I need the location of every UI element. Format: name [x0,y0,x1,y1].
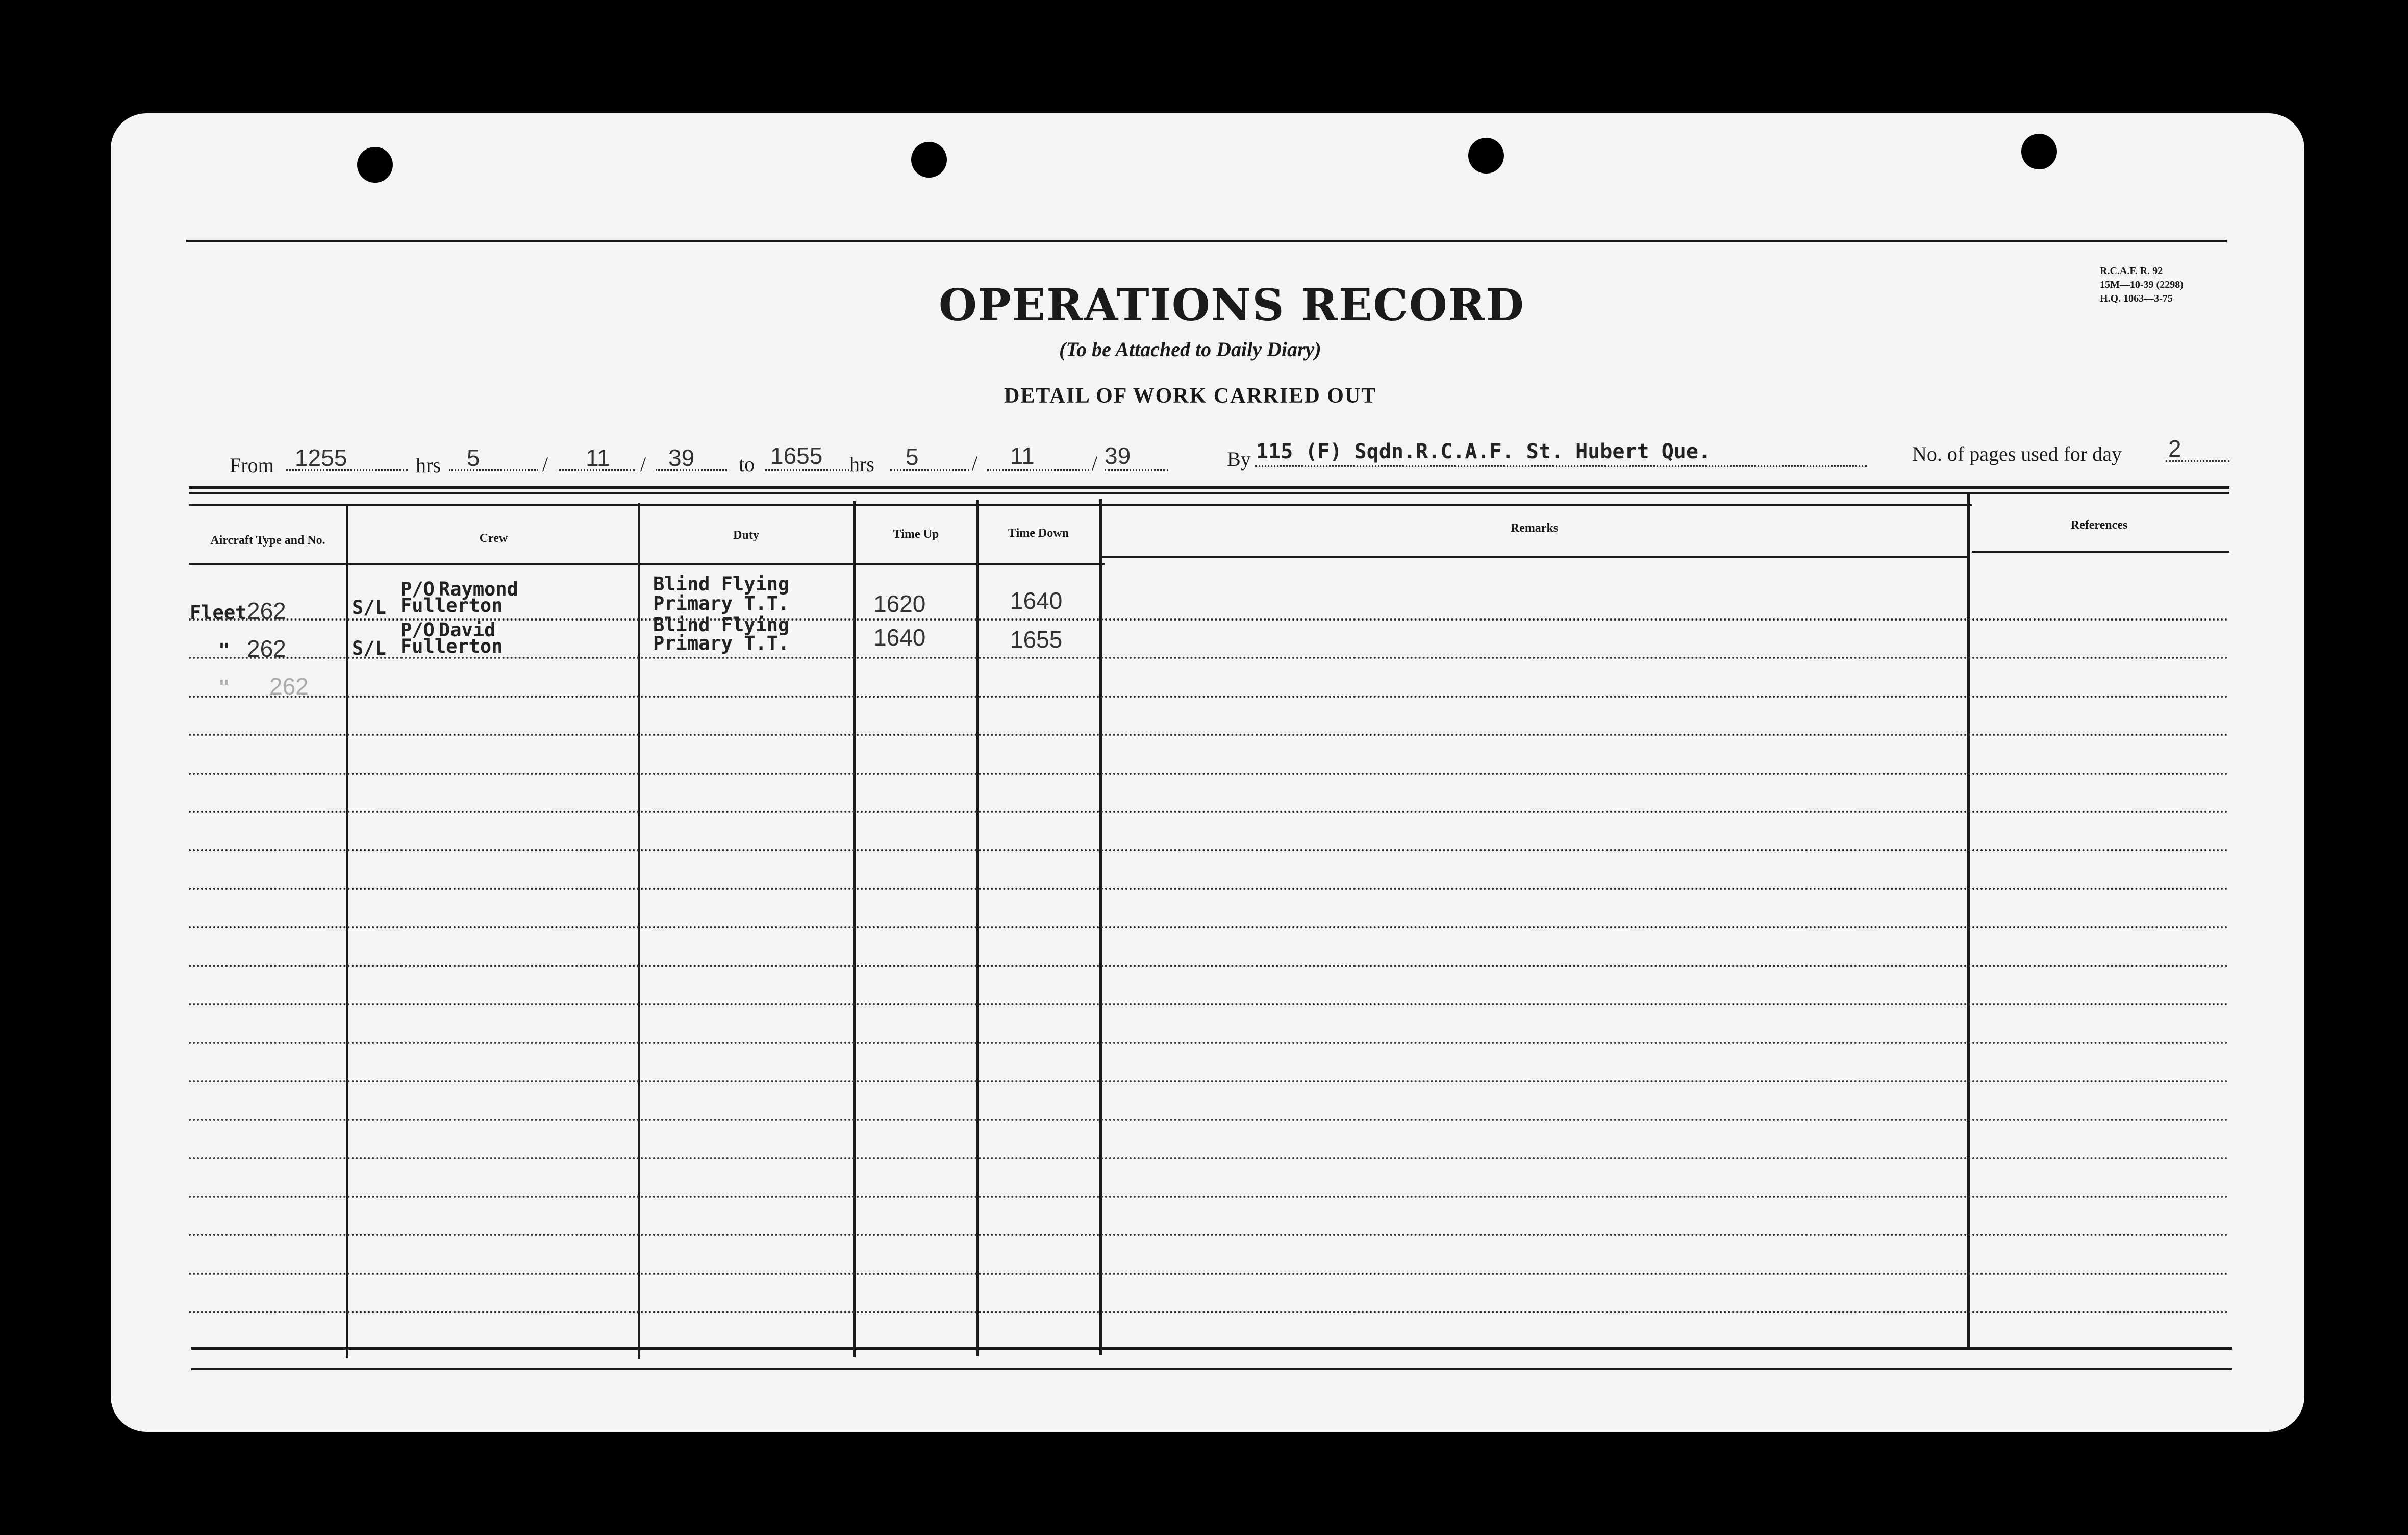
crew-rank: P/O [400,619,435,641]
date-slash: / [972,452,978,475]
col-divider [1967,492,1970,1347]
table-top-rule [189,486,2229,489]
hrs-label: hrs [416,454,441,477]
to-label: to [739,453,755,476]
crew-rank: S/L [352,637,386,659]
col-header-remarks: Remarks [1510,522,1559,535]
ruled-line [189,926,2229,928]
aircraft-number: 262 [269,673,309,700]
form-subtitle: (To be Attached to Daily Diary) [1059,338,1321,361]
top-rule [186,240,2227,242]
punch-hole [2021,134,2057,169]
header-underline-refs [1972,551,2229,553]
table-bottom-rule-2 [191,1368,2232,1370]
table-top-rule-3 [189,504,1972,506]
crew-name: David [439,619,496,641]
punch-hole [357,147,393,183]
form-title: OPERATIONS RECORD [939,280,1525,331]
form-print-code: 15M—10-39 (2298) [2100,279,2184,290]
date-slash: / [640,453,646,476]
dotted-fill [286,469,408,471]
form-detail-heading: DETAIL OF WORK CARRIED OUT [1004,384,1377,408]
ruled-line [189,734,2229,736]
header-underline-left [189,563,1105,565]
ruled-line [189,965,2229,967]
ruled-line [189,1080,2229,1082]
time-up: 1620 [873,590,926,617]
crew-rank: P/O [400,578,435,600]
ruled-line [189,1311,2229,1313]
pages-value: 2 [2168,435,2181,462]
crew-rank: S/L [352,597,386,618]
dotted-fill [656,469,727,471]
form-number: R.C.A.F. R. 92 [2100,265,2163,277]
dotted-fill [1105,469,1168,471]
ruled-line [189,888,2229,890]
table-bottom-rule [191,1347,2232,1350]
from-day: 5 [467,444,480,471]
from-month: 11 [586,444,610,471]
ruled-line [189,773,2229,775]
time-down: 1640 [1010,587,1063,614]
col-header-aircraft: Aircraft Type and No. [210,534,325,547]
to-time: 1655 [770,442,823,469]
ruled-line [189,1157,2229,1159]
ruled-line [189,1042,2229,1044]
ruled-line [189,1273,2229,1275]
from-label: From [230,454,274,477]
duty: Primary T.T. [653,592,790,614]
form-hq-code: H.Q. 1063—3-75 [2100,293,2173,304]
table-top-rule-2 [189,492,2229,494]
hrs-label: hrs [849,453,874,476]
ruled-line [189,1119,2229,1121]
col-divider [346,505,348,1358]
date-slash: / [542,453,548,476]
ruled-line [189,811,2229,813]
dotted-fill [987,469,1089,471]
from-time: 1255 [295,444,347,471]
by-label: By [1227,448,1251,471]
aircraft-type: " [218,676,230,698]
ruled-line [189,696,2229,698]
col-divider [853,501,856,1357]
duty: Primary T.T. [653,632,790,654]
aircraft-number: 262 [247,635,286,662]
header-underline-remarks [1102,556,1969,558]
col-divider [638,503,640,1359]
col-header-references: References [2070,518,2128,532]
col-header-time-down: Time Down [1008,527,1069,540]
pages-label: No. of pages used for day [1912,442,2122,465]
aircraft-type: Fleet [190,602,247,624]
punch-hole [911,142,947,178]
time-down: 1655 [1010,626,1063,653]
ruled-line [189,1234,2229,1236]
to-day: 5 [906,443,919,470]
crew-name: Raymond [439,578,518,600]
duty: Blind Flying [653,614,790,636]
to-year: 39 [1105,442,1131,469]
ruled-line [189,1003,2229,1005]
aircraft-number: 262 [247,598,286,624]
crew-name: Fullerton [400,595,503,616]
ruled-line [189,849,2229,851]
squadron-value: 115 (F) Sqdn.R.C.A.F. St. Hubert Que. [1256,440,1711,463]
col-header-time-up: Time Up [893,528,939,541]
time-up: 1640 [873,624,926,651]
to-month: 11 [1010,442,1035,469]
aircraft-type: " [218,639,230,661]
date-slash: / [1092,452,1098,475]
form-number-block [2100,264,2184,306]
dotted-fill [559,469,635,471]
col-header-crew: Crew [479,532,508,545]
dotted-fill [1255,465,1867,467]
punch-hole [1468,138,1504,174]
col-divider [976,500,979,1356]
dotted-fill [449,469,538,471]
dotted-fill [890,469,969,471]
dotted-fill [765,469,849,471]
ruled-line [189,1196,2229,1198]
crew-name: Fullerton [400,635,503,657]
from-year: 39 [668,444,695,471]
duty: Blind Flying [653,573,790,595]
col-header-duty: Duty [733,529,759,542]
dotted-fill [2166,460,2229,462]
